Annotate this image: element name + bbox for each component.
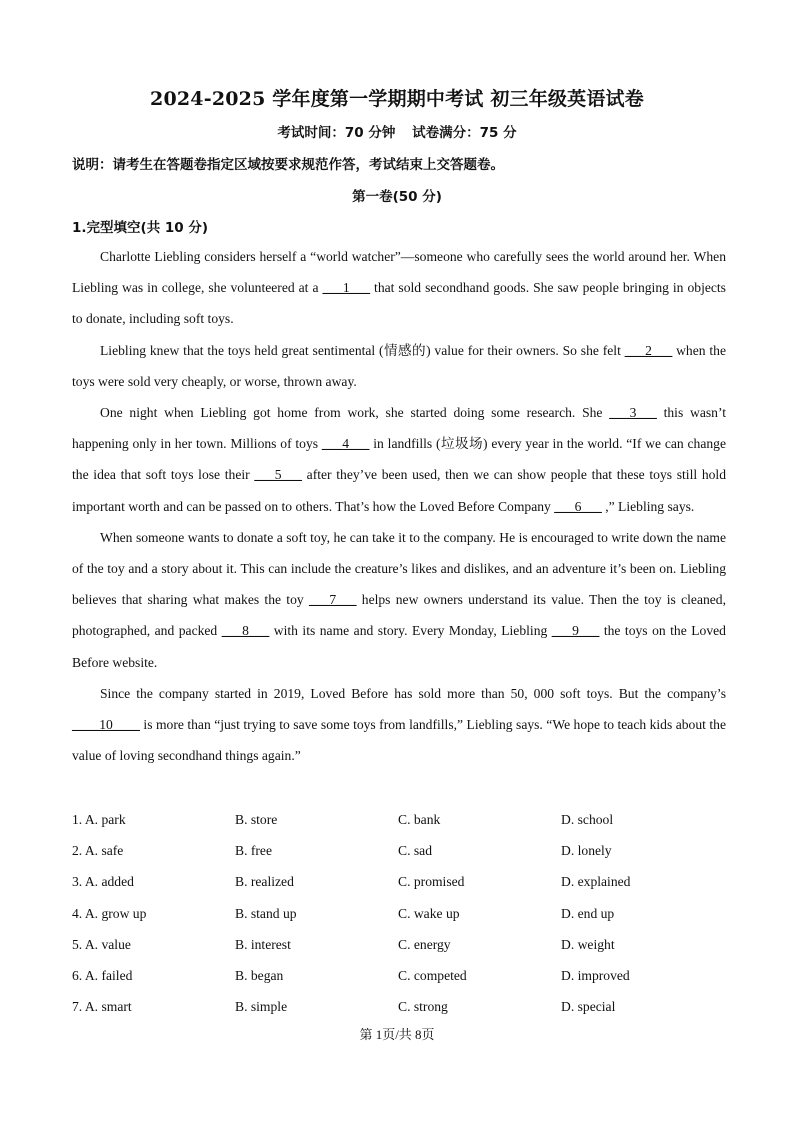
option-row <box>72 960 726 991</box>
option-b: B. simple <box>235 999 288 1015</box>
blank-4: ___4___ <box>321 436 370 452</box>
cloze-passage <box>72 241 726 771</box>
option-a: 7. A. smart <box>72 999 132 1015</box>
answer-options <box>72 804 726 1022</box>
option-a: 4. A. grow up <box>72 905 147 921</box>
option-row <box>72 835 726 866</box>
exam-time: 考试时间：70 分钟 <box>277 125 396 141</box>
option-c: C. promised <box>398 874 465 890</box>
option-row <box>72 866 726 897</box>
page-number: 第 1页/共 8页 <box>359 1027 435 1042</box>
option-d: D. special <box>561 999 616 1015</box>
option-d: D. weight <box>561 936 615 952</box>
passage-paragraph-4: When someone wants to donate a soft toy, he can take it to the company. He is encouraged to write down the name of the toy and a story about it. This can include the creature’s likes and dislikes, and an adventure it’s been on. Liebling believes that sharing what makes the toy ___7___ helps new owners understand its value. Then the toy is cleaned, photographed, and packed ___8___ with its name and story. Every Monday, Liebling ___9___ the toys on the Loved Before website. <box>72 529 726 670</box>
blank-1: ___1___ <box>322 280 371 296</box>
option-d: D. end up <box>561 905 615 921</box>
option-a: 3. A. added <box>72 874 134 890</box>
exam-info <box>0 121 794 141</box>
option-b: B. began <box>235 967 284 983</box>
option-b: B. free <box>235 843 272 859</box>
option-a: 5. A. value <box>72 936 131 952</box>
option-c: C. competed <box>398 967 467 983</box>
option-row <box>72 991 726 1022</box>
option-a: 1. A. park <box>72 812 126 827</box>
exam-title: 2024-2025 学年度第一学期期中考试 初三年级英语试卷 <box>150 88 644 110</box>
blank-8: ___8___ <box>221 623 270 639</box>
option-b: B. store <box>235 812 278 827</box>
option-b: B. interest <box>235 936 291 952</box>
passage-paragraph-5: Since the company started in 2019, Loved Before has sold more than 50, 000 soft toys. But the company’s ____10____ is more than “just trying to save some toys from landfills,” Liebling says. “We hope to teach kids about the value of loving secondhand things again.” <box>72 685 726 764</box>
part-heading: 第一卷(50 分) <box>352 189 442 205</box>
blank-9: ___9___ <box>551 623 600 639</box>
exam-instructions: 说明：请考生在答题卷指定区域按要求规范作答，考试结束上交答题卷。 <box>72 157 504 173</box>
passage-paragraph-2: Liebling knew that the toys held great sentimental (情感的) value for their owners. So she felt ___2___ when the toys were sold very cheaply, or worse, thrown away. <box>72 342 726 389</box>
option-b: B. realized <box>235 874 294 890</box>
option-row <box>72 929 726 960</box>
option-d: D. improved <box>561 967 630 983</box>
blank-6: ___6___ <box>554 498 602 514</box>
blank-7: ___7___ <box>308 592 357 608</box>
option-row <box>72 898 726 929</box>
blank-5: ___5___ <box>254 467 302 483</box>
option-a: 6. A. failed <box>72 967 133 983</box>
option-c: C. strong <box>398 999 448 1015</box>
section-heading: 1.完型填空(共 10 分) <box>72 220 209 236</box>
passage-paragraph-1: Charlotte Liebling considers herself a “world watcher”—someone who carefully sees the world around her. When Liebling was in college, she volunteered at a ___1___ that sold secondhand goods. She saw people bringing in objects to donate, including soft toys. <box>72 249 726 327</box>
blank-10: ____10____ <box>72 717 140 733</box>
option-d: D. explained <box>561 874 631 890</box>
option-b: B. stand up <box>235 905 297 921</box>
option-d: D. school <box>561 812 614 827</box>
blank-3: ___3___ <box>609 405 657 421</box>
option-c: C. bank <box>398 812 441 827</box>
option-c: C. sad <box>398 843 432 859</box>
option-row <box>72 804 726 835</box>
option-c: C. energy <box>398 936 451 952</box>
option-d: D. lonely <box>561 843 612 859</box>
option-a: 2. A. safe <box>72 843 124 859</box>
option-c: C. wake up <box>398 905 460 921</box>
blank-2: ___2___ <box>624 342 673 358</box>
passage-paragraph-3: One night when Liebling got home from work, she started doing some research. She ___3___ this wasn’t happening only in her town. Millions of toys ___4___ in landfills (垃圾场) every year in the world. “If we can change the idea that soft toys lose their ___5___ after they’ve been used, then we can show people that these toys still hold important worth and can be passed on to others. That’s how the Loved Before Company ___6___ ,” Liebling says. <box>72 405 727 514</box>
exam-score: 试卷满分：75 分 <box>412 125 517 141</box>
